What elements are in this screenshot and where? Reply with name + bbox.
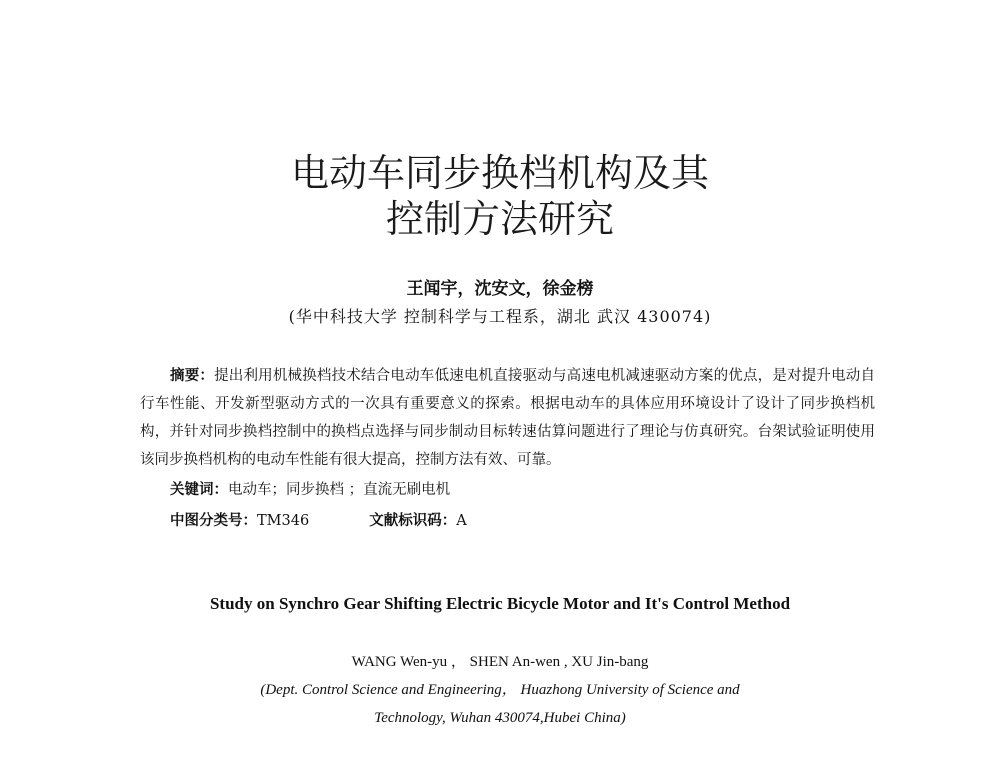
affiliation-en [0,676,1000,732]
clc-value: TM346 [257,513,310,529]
paper-title-cn [0,150,1000,242]
authors-cn: 王闻宇，沈安文，徐金榜 [406,279,594,299]
clc-label: 中图分类号： [170,513,257,529]
classification-line [170,509,467,530]
abstract-label: 摘要： [170,368,215,384]
keywords-text: 电动车；同步换档 ；直流无刷电机 [228,482,451,498]
authors-en: WANG Wen-yu ， SHEN An-wen , XU Jin-bang [351,654,649,670]
affiliation-cn: (华中科技大学 控制科学与工程系，湖北 武汉 430074) [288,307,712,326]
title-line-2: 控制方法研究 [385,197,614,241]
affiliation-en-line-2: Technology, Wuhan 430074,Hubei China) [374,710,626,726]
abstract-text: 提出利用机械换档技术结合电动车低速电机直接驱动与高速电机减速驱动方案的优点，是对提升电动自行车性能、开发新型驱动方式的一次具有重要意义的探索。根据电动车的具体应用环境设计了设计了同步换档机构，并针对同步换档控制中的换档点选择与同步制动目标转速估算问题进行了理论与仿真研究。台架试验证明使用该同步换档机构的电动车性能有很大提高，控制方法有效、可靠。 [140,368,875,468]
doc-code-label: 文献标识码： [369,513,457,529]
keywords [170,478,450,499]
affiliation-en-line-1: (Dept. Control Science and Engineering， Huazhong University of Science and [260,682,740,698]
keywords-label: 关键词： [170,482,228,498]
abstract [140,362,875,474]
paper-title-en: Study on Synchro Gear Shifting Electric Bicycle Motor and It's Control Method [209,594,791,613]
title-line-1: 电动车同步换档机构及其 [290,151,709,195]
doc-code-value: A [456,513,467,529]
